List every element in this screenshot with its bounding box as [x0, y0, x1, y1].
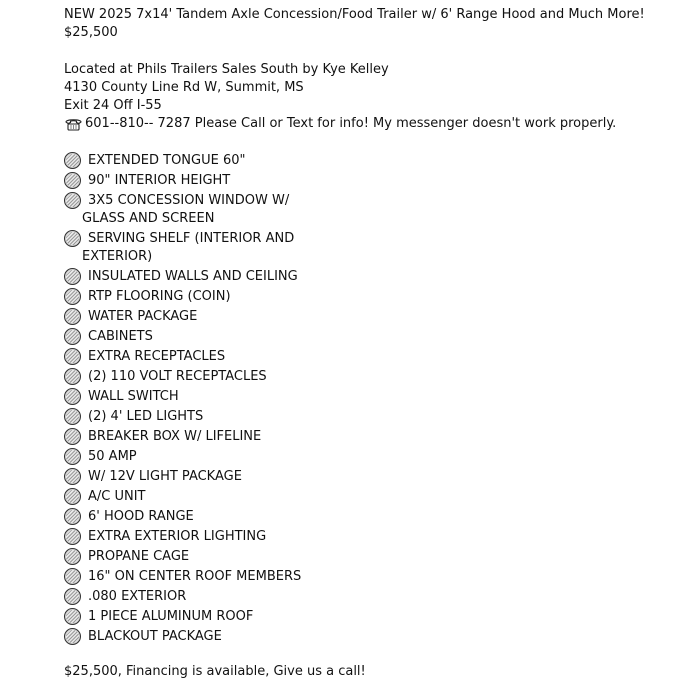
- feature-label: WATER PACKAGE: [88, 309, 198, 324]
- feature-text: [88, 328, 153, 346]
- feature-text: [88, 152, 246, 170]
- spacer: [64, 42, 664, 61]
- feature-list: [64, 152, 664, 646]
- feature-text: [88, 348, 225, 366]
- feature-text: [88, 308, 197, 326]
- feature-item: [64, 348, 664, 366]
- feature-label: W/ 12V LIGHT PACKAGE: [88, 469, 242, 484]
- feature-item: [64, 528, 664, 546]
- feature-item: [64, 368, 664, 386]
- feature-item: [64, 468, 664, 486]
- feature-label: (2) 110 VOLT RECEPTACLES: [88, 369, 267, 384]
- feature-text: [88, 172, 230, 190]
- feature-label-continued: EXTERIOR): [82, 249, 153, 264]
- feature-text: [82, 230, 295, 266]
- feature-label: CABINETS: [88, 329, 153, 344]
- feature-label: 50 AMP: [88, 449, 137, 464]
- radio-circle-icon: [64, 508, 81, 525]
- feature-label: 90" INTERIOR HEIGHT: [88, 173, 231, 188]
- radio-circle-icon: [64, 172, 81, 189]
- feature-text: [88, 468, 242, 486]
- feature-item: [64, 608, 664, 626]
- address-line: 4130 County Line Rd W, Summit, MS: [64, 80, 304, 95]
- feature-item: [64, 568, 664, 586]
- feature-item: [64, 508, 664, 526]
- feature-item: [64, 308, 664, 326]
- radio-circle-icon: [64, 230, 81, 247]
- feature-label: RTP FLOORING (COIN): [88, 289, 231, 304]
- radio-circle-icon: [64, 568, 81, 585]
- feature-text: [88, 528, 266, 546]
- feature-item: [64, 548, 664, 566]
- footer-text: $25,500, Financing is available, Give us a call!: [64, 664, 366, 679]
- feature-item: [64, 408, 664, 426]
- feature-text: [88, 568, 301, 586]
- feature-text: [88, 488, 146, 506]
- location-line: Located at Phils Trailers Sales South by Kye Kelley: [64, 62, 389, 77]
- feature-label: INSULATED WALLS AND CEILING: [88, 269, 298, 284]
- feature-label: WALL SWITCH: [88, 389, 179, 404]
- feature-label-continued: GLASS AND SCREEN: [82, 211, 215, 226]
- radio-circle-icon: [64, 192, 81, 209]
- radio-circle-icon: [64, 368, 81, 385]
- feature-label: A/C UNIT: [88, 489, 146, 504]
- radio-circle-icon: [64, 152, 81, 169]
- feature-item: [64, 448, 664, 466]
- telephone-icon: [64, 117, 83, 131]
- feature-text: [88, 628, 222, 646]
- feature-label: PROPANE CAGE: [88, 549, 190, 564]
- feature-item: [64, 192, 664, 228]
- radio-circle-icon: [64, 448, 81, 465]
- feature-text: [82, 192, 290, 228]
- feature-text: [88, 428, 261, 446]
- feature-text: [88, 608, 253, 626]
- radio-circle-icon: [64, 488, 81, 505]
- feature-item: [64, 488, 664, 506]
- feature-label: EXTRA EXTERIOR LIGHTING: [88, 529, 267, 544]
- feature-text: [88, 288, 231, 306]
- feature-item: [64, 388, 664, 406]
- feature-text: [88, 388, 179, 406]
- feature-label: 3X5 CONCESSION WINDOW W/: [88, 193, 290, 208]
- radio-circle-icon: [64, 408, 81, 425]
- feature-text: [88, 368, 267, 386]
- phone-text: 601--810-- 7287 Please Call or Text for info! My messenger doesn't work properly.: [85, 116, 617, 131]
- radio-circle-icon: [64, 268, 81, 285]
- radio-circle-icon: [64, 308, 81, 325]
- listing-price: $25,500: [64, 25, 118, 40]
- listing-headline: NEW 2025 7x14' Tandem Axle Concession/Food Trailer w/ 6' Range Hood and Much More!: [64, 7, 645, 22]
- feature-label: SERVING SHELF (INTERIOR AND: [88, 231, 295, 246]
- feature-item: [64, 288, 664, 306]
- feature-item: [64, 428, 664, 446]
- feature-item: [64, 268, 664, 286]
- radio-circle-icon: [64, 588, 81, 605]
- feature-text: [88, 268, 298, 286]
- feature-text: [88, 408, 203, 426]
- radio-circle-icon: [64, 388, 81, 405]
- feature-text: [88, 548, 189, 566]
- radio-circle-icon: [64, 528, 81, 545]
- feature-text: [88, 508, 194, 526]
- radio-circle-icon: [64, 548, 81, 565]
- radio-circle-icon: [64, 328, 81, 345]
- radio-circle-icon: [64, 628, 81, 645]
- feature-text: [88, 588, 186, 606]
- radio-circle-icon: [64, 468, 81, 485]
- feature-label: EXTRA RECEPTACLES: [88, 349, 226, 364]
- feature-item: [64, 172, 664, 190]
- feature-label: .080 EXTERIOR: [88, 589, 187, 604]
- exit-line: Exit 24 Off I-55: [64, 98, 162, 113]
- radio-circle-icon: [64, 348, 81, 365]
- feature-label: BREAKER BOX W/ LIFELINE: [88, 429, 262, 444]
- feature-label: 16" ON CENTER ROOF MEMBERS: [88, 569, 302, 584]
- feature-text: [88, 448, 137, 466]
- feature-label: (2) 4' LED LIGHTS: [88, 409, 204, 424]
- radio-circle-icon: [64, 288, 81, 305]
- phone-line: [64, 115, 664, 133]
- radio-circle-icon: [64, 428, 81, 445]
- feature-item: [64, 328, 664, 346]
- feature-item: [64, 628, 664, 646]
- feature-label: 1 PIECE ALUMINUM ROOF: [88, 609, 254, 624]
- feature-label: 6' HOOD RANGE: [88, 509, 194, 524]
- feature-item: [64, 230, 664, 266]
- feature-item: [64, 152, 664, 170]
- feature-item: [64, 588, 664, 606]
- radio-circle-icon: [64, 608, 81, 625]
- listing-document: [64, 6, 664, 681]
- feature-label: EXTENDED TONGUE 60": [88, 153, 246, 168]
- feature-label: BLACKOUT PACKAGE: [88, 629, 222, 644]
